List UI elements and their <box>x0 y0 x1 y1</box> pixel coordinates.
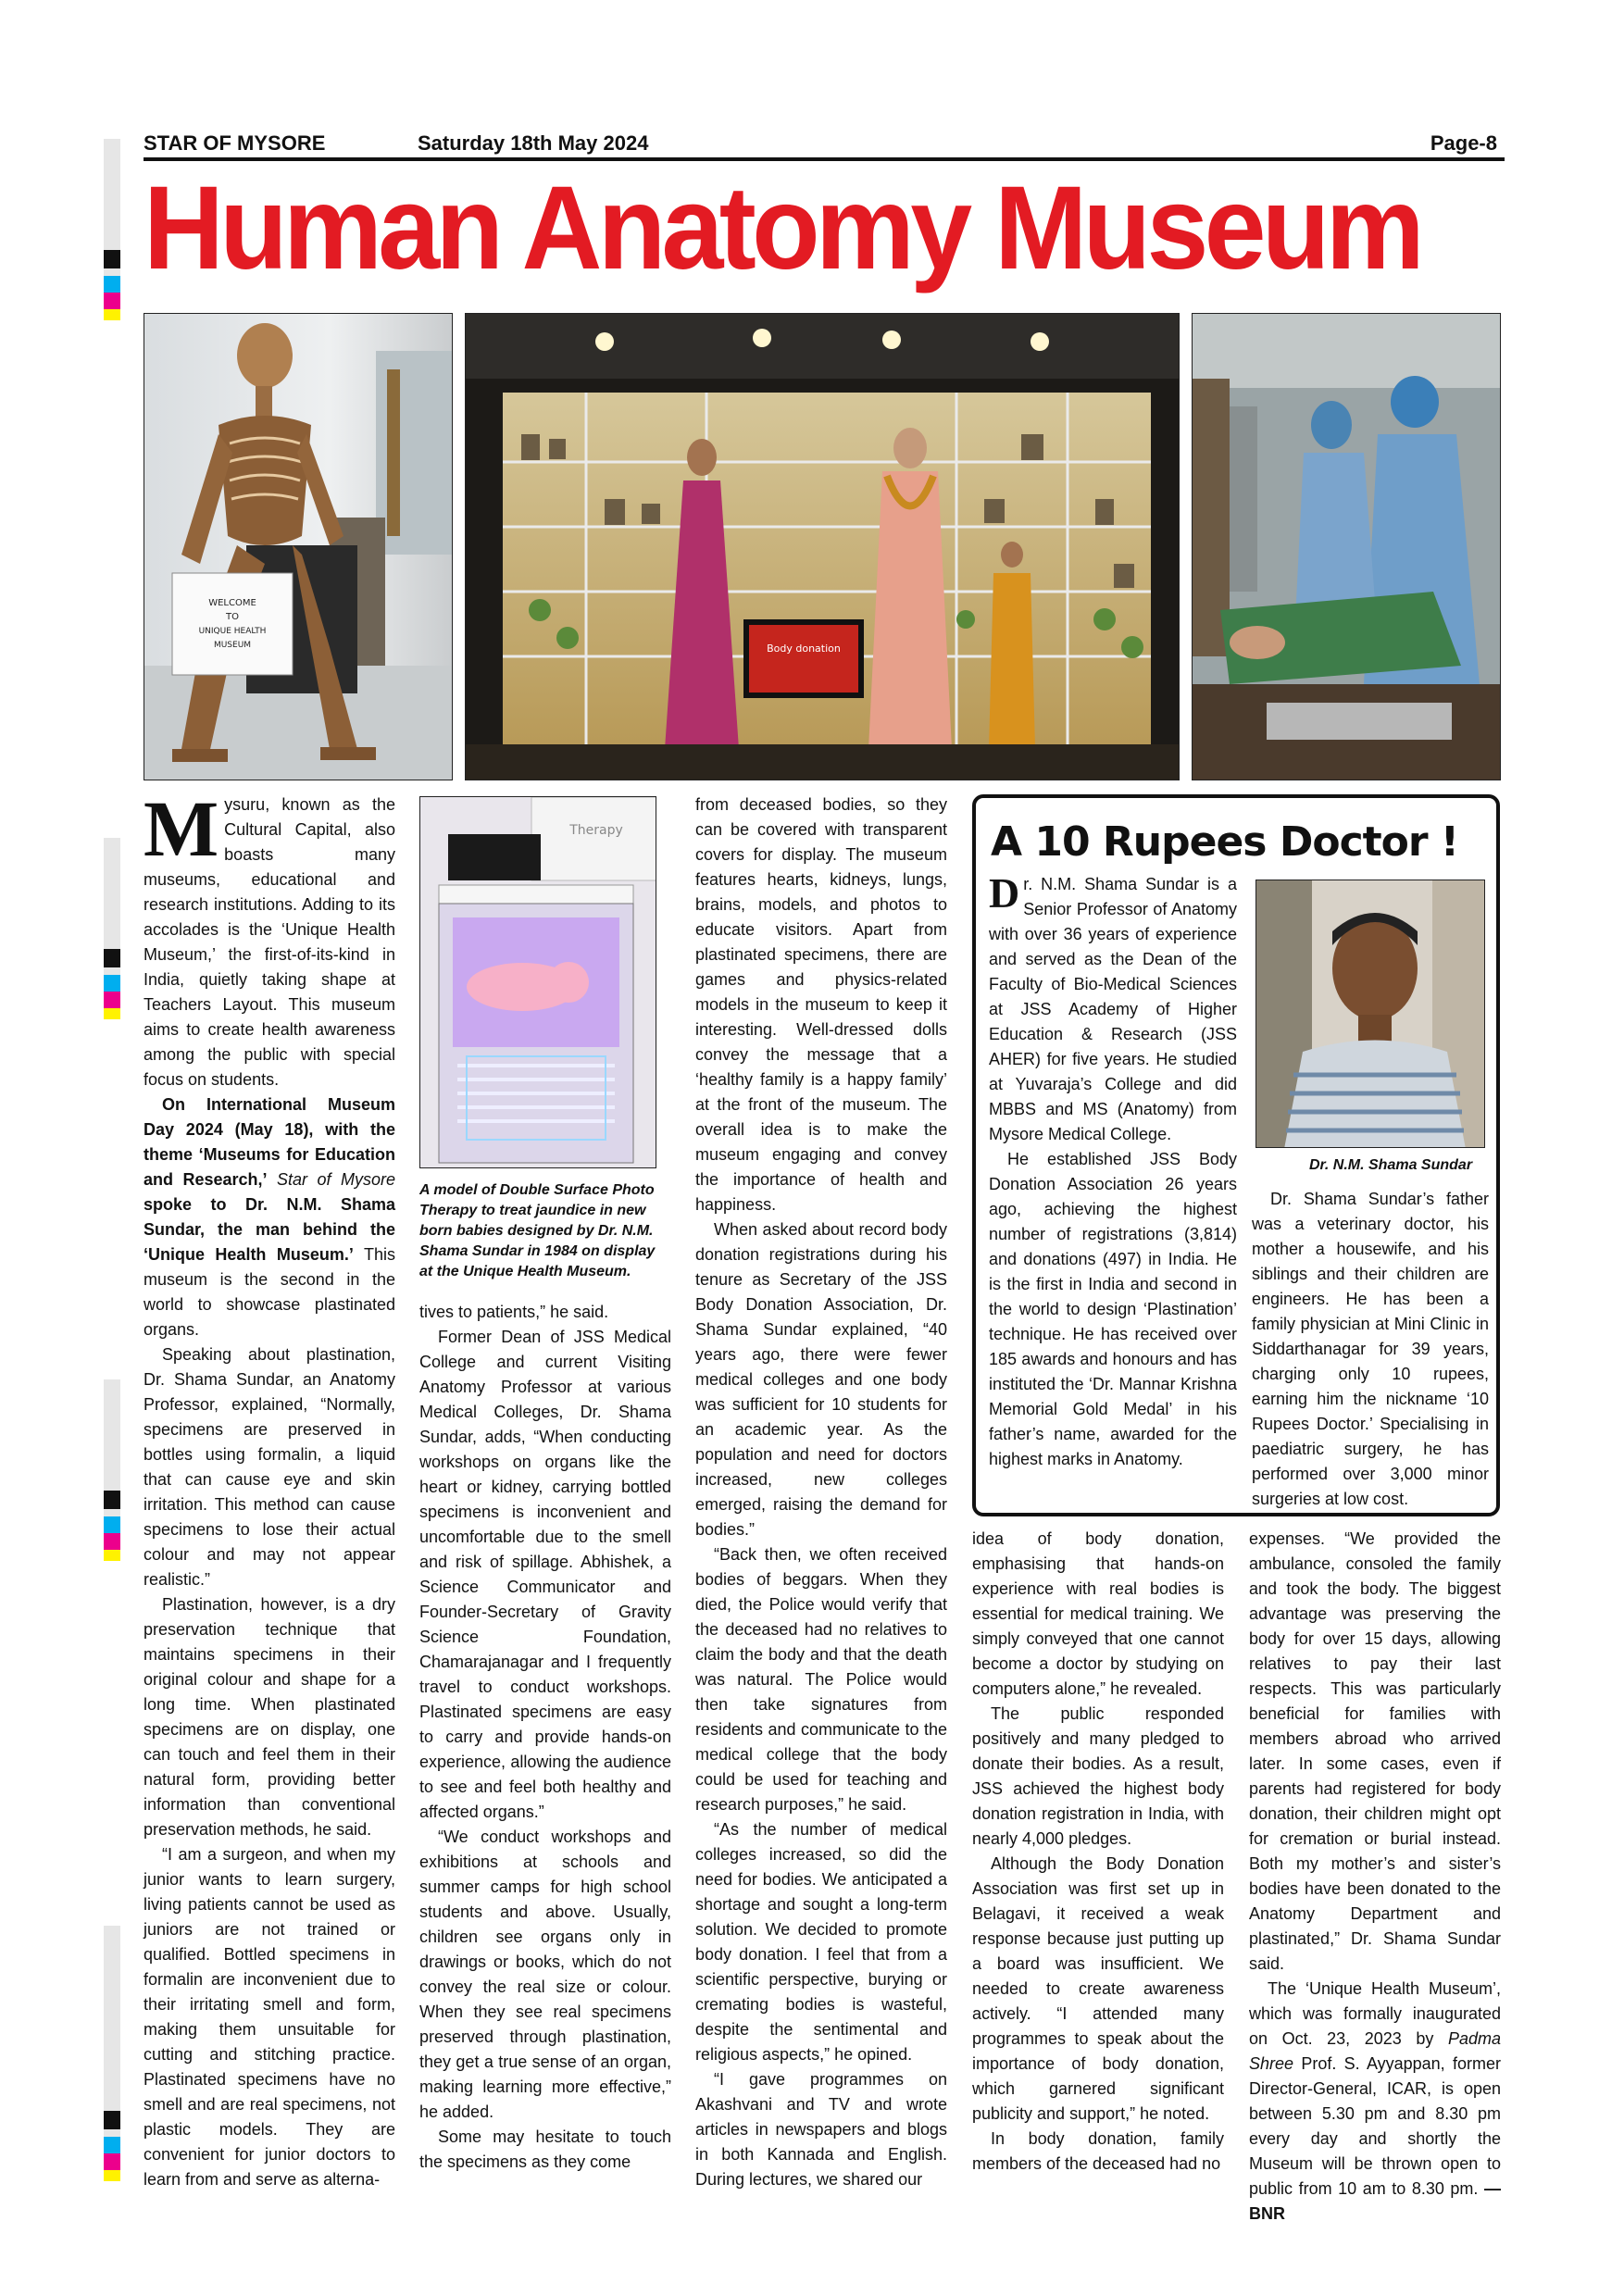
col2-paragraph-4: Some may hesitate to touch the specimens as they come <box>419 2128 671 2171</box>
issue-date: Saturday 18th May 2024 <box>418 131 649 155</box>
page-number: Page-8 <box>1430 131 1497 155</box>
svg-text:TO: TO <box>226 612 239 622</box>
phototherapy-label: Therapy <box>569 823 623 838</box>
registration-strip-2 <box>104 838 120 1019</box>
screen-text: Body donation <box>767 643 841 655</box>
col5-paragraph-1: expenses. “We provided the ambulance, consoled the family and took the body. The biggest advantage was preserving the body for over 15 days, allowing relatives to pay their last respects. This was particularly beneficial for families with members abroad who arrived later. In some cases, even if parents had registered for body donation, their children might opt for cremation or burial instead. Both my mother’s and sister’s bodies have been donated to the Anatomy Department and plastinated,” Dr. Shama Sundar said. <box>1249 1529 1501 1973</box>
article-column-1 <box>144 784 395 2192</box>
article-column-5 <box>1249 1527 1501 2227</box>
registration-strip-1 <box>104 139 120 320</box>
col4-paragraph-4: In body donation, family members of the deceased had no <box>972 2129 1224 2173</box>
dropcap-d: D <box>989 869 1020 917</box>
col2-paragraph-3: “We conduct workshops and exhibitions at schools and summer camps for high school students and above. Usually, children see organs only in drawings or books, which do not convey the real size or colour. When they see real specimens preserved through plastination, they get a true sense of an organ, making learning more effective,” he added. <box>419 1828 671 2121</box>
col3-paragraph-1: from deceased bodies, so they can be covered with transparent covers for display. The museum features hearts, kidneys, lungs, brains, models, and photos to educate visitors. Apart from plastinated specimens, there are games and physics-related models in the museum to keep it interesting. Well-dressed dolls convey the message that a ‘healthy family is a happy family’ at the front of the museum. The overall idea is to make the museum engaging and convey the importance of health and happiness. <box>695 795 947 1214</box>
surgeons-photo <box>1192 313 1501 780</box>
col4-paragraph-1: idea of body donation, emphasising that hands-on experience with real bodies is essential for medical training. We simply conveyed that one cannot become a doctor by studying on computers alone,” he revealed. <box>972 1529 1224 1698</box>
article-column-4 <box>972 1527 1224 2177</box>
article-column-3 <box>695 792 947 2192</box>
col1-paragraph-4: Plastination, however, is a dry preservation technique that maintains specimens in their original colour and shape for a long time. When plastinated specimens are on display, one can touch and feel them in their natural form, providing better information than conventional preservation methods, he said. <box>144 1595 395 1839</box>
col2-paragraph-1: tives to patients,” he said. <box>419 1303 609 1321</box>
registration-strip-3 <box>104 1379 120 1561</box>
svg-text:UNIQUE HEALTH: UNIQUE HEALTH <box>198 627 267 636</box>
page-header <box>144 130 1505 159</box>
publication-name: STAR OF MYSORE <box>144 131 326 155</box>
article-column-2 <box>419 1300 671 2175</box>
col4-paragraph-3: Although the Body Donation Association was first set up in Belagavi, it received a weak response because just putting up a board was insufficient. We needed to create awareness actively. “I attended many programmes to speak about the importance of body donation, which garnered significant publicity and support,” he noted. <box>972 1854 1224 2123</box>
phototherapy-caption: A model of Double Surface Photo Therapy to treat jaundice in new born babies designed by Dr. N.M. Shama Sundar in 1984 on display at the Unique Health Museum. <box>419 1182 656 1279</box>
col5-paragraph-2: The ‘Unique Health Museum’, which was formally inaugurated on Oct. 23, 2023 by Padma Shree Prof. S. Ayyappan, former Director-General, ICAR, is open between 5.30 pm and 8.30 pm every day and shortly the Museum will be thrown open to public from 10 am to 8.30 pm. —BNR <box>1249 1979 1501 2223</box>
sidebar-paragraph-3: Dr. Shama Sundar’s father was a veterinary doctor, his mother a housewife, and his siblings and their children are engineers. He has been a family physician at Mini Clinic in Siddarthanagar for 39 years, charging only 10 rupees, earning him the nickname ‘10 Rupees Doctor.’ Specialising in paediatric surgery, he has performed over 3,000 minor surgeries at low cost. <box>1252 1190 1489 1508</box>
sidebar-column-left <box>989 869 1237 1472</box>
doctor-portrait-caption: Dr. N.M. Shama Sundar <box>1309 1157 1473 1173</box>
col1-paragraph-2: On International Museum Day 2024 (May 18), with the theme ‘Museums for Education and Research,’ Star of Mysore spoke to Dr. N.M. Shama Sundar, the man behind the ‘Unique Health Museum.’ This museum is the second in the world to showcase plastinated organs. <box>144 1095 395 1339</box>
museum-display-photo <box>465 313 1180 780</box>
sidebar-paragraph-2: He established JSS Body Donation Association 26 years ago, achieving the highest number of registrations (3,814) and donations (497) in India. He is the first in India and second in the world to design ‘Plastination’ technique. He has received over 185 awards and honours and has instituted the ‘Dr. Mannar Krishna Memorial Gold Medal’ in his father’s name, awarded for the highest marks in Anatomy. <box>989 1150 1237 1468</box>
col3-paragraph-4: “As the number of medical colleges increased, so did the need for bodies. We anticipated a shortage and sought a long-term solution. We decided to promote body donation. I feel that from a scientific perspective, burying or cremating bodies is wasteful, despite the sentimental and religious aspects,” he opined. <box>695 1820 947 2064</box>
col3-paragraph-5: “I gave programmes on Akashvani and TV and wrote articles in newspapers and blogs in both Kannada and English. During lectures, we shared our <box>695 2070 947 2189</box>
sidebar-column-right <box>1252 1187 1489 1512</box>
skeleton-photo <box>144 313 453 780</box>
col1-paragraph-1: ysuru, known as the Cultural Capital, also boasts many museums, educational and research institutions. Adding to its accolades is the ‘Unique Health Museum,’ the first-of-its-kind in India, quietly taking shape at Teachers Layout. This museum aims to create health awareness among the public with special focus on students. <box>144 795 395 1089</box>
col3-paragraph-3: “Back then, we often received bodies of beggars. When they died, the Police would verify that the deceased had no relatives to claim the body and that the death was natural. The Police would then take signatures from residents and communicate to the medical college that the body could be used for teaching and research purposes,” he said. <box>695 1545 947 1814</box>
col2-paragraph-2: Former Dean of JSS Medical College and current Visiting Anatomy Professor at various Medical Colleges, Dr. Shama Sundar, adds, “When conducting workshops on organs like the heart or kidney, carrying bottled specimens is inconvenient and uncomfortable due to the smell and risk of spillage. Abhishek, a Science Communicator and Founder-Secretary of Gravity Science Foundation, Chamarajanagar and I frequently travel to conduct workshops. Plastinated specimens are easy to carry and provide hands-on experience, allowing the audience to see and feel both healthy and affected organs.” <box>419 1328 671 1821</box>
sidebar-paragraph-1: r. N.M. Shama Sundar is a Senior Professor of Anatomy with over 36 years of experience and served as the Dean of the Faculty of Bio-Medical Sciences at JSS Academy of Higher Education & Research (JSS AHER) for five years. He studied at Yuvaraja’s College and did MBBS and MS (Anatomy) from Mysore Medical College. <box>989 875 1237 1143</box>
sidebar-box-10-rupees-doctor <box>972 794 1500 1516</box>
svg-text:WELCOME: WELCOME <box>208 598 256 608</box>
sidebar-title: A 10 Rupees Doctor ! <box>991 818 1458 866</box>
headline: Human Anatomy Museum <box>144 162 1420 294</box>
registration-strip-4 <box>104 1926 120 2181</box>
dropcap-m: M <box>144 784 219 873</box>
doctor-portrait <box>1255 880 1485 1148</box>
svg-text:MUSEUM: MUSEUM <box>213 641 252 650</box>
phototherapy-photo <box>419 796 656 1168</box>
signoff: —BNR <box>1249 2179 1501 2223</box>
col1-paragraph-5: “I am a surgeon, and when my junior wants to learn surgery, living patients cannot be used as juniors are not trained or qualified. Bottled specimens in formalin are inconvenient due to their irritating smell and form, making them unsuitable for cutting and stitching practice. Plastinated specimens have no smell and are real specimens, not plastic models. They are convenient for junior doctors to learn from and serve as alterna- <box>144 1845 395 2189</box>
col4-paragraph-2: The public responded positively and many pledged to donate their bodies. As a result, JSS achieved the highest body donation registration in India, with nearly 4,000 pledges. <box>972 1704 1224 1848</box>
col3-paragraph-2: When asked about record body donation registrations during his tenure as Secretary of the JSS Body Donation Association, Dr. Shama Sundar explained, “40 years ago, there were fewer medical colleges and one body was sufficient for 10 students for an academic year. As the population and need for doctors increased, new colleges emerged, raising the demand for bodies.” <box>695 1220 947 1539</box>
col1-paragraph-3: Speaking about plastination, Dr. Shama Sundar, an Anatomy Professor, explained, “Normally, specimens are preserved in bottles using formalin, a liquid that can cause eye and skin irritation. This method can cause specimens to lose their actual colour and may not appear realistic.” <box>144 1345 395 1589</box>
